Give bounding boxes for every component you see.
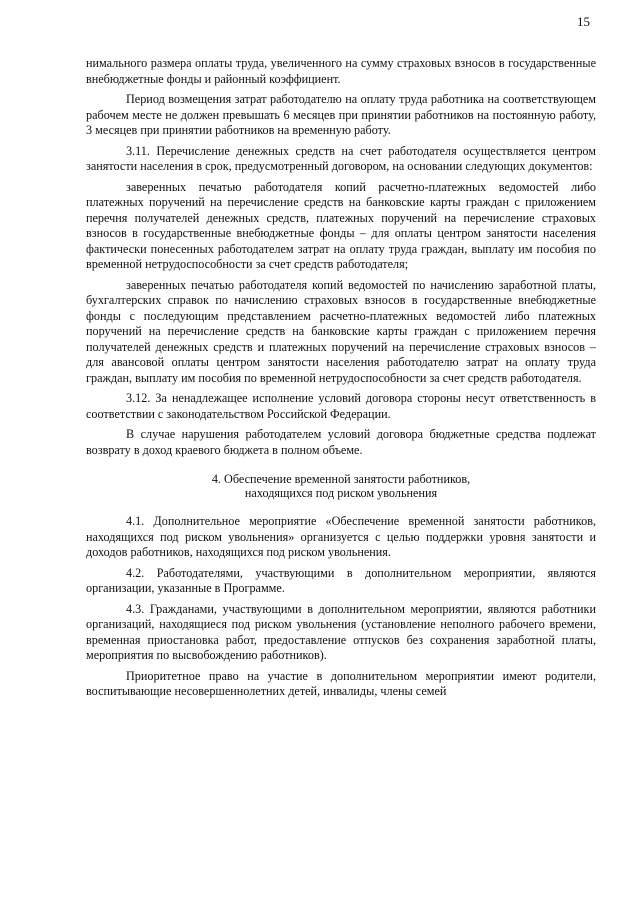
paragraph-documents-item-1: заверенных печатью работодателя копий расчетно-платежных ведомостей либо платежных поручений на перечисление средств на банковские карты граждан с приложением перечня получателей денежных средств, платежных поручений на перечисление страховых взносов в государственные внебюджетные фонды – для оплаты центром занятости населения фактически понесенных работодателем затрат на оплату труда граждан, выплату им пособия по временной нетрудоспособности за счет средств работодателя; [86, 179, 596, 271]
paragraph-priority-right: Приоритетное право на участие в дополнительном мероприятии имеют родители, воспитывающие несовершеннолетних детей, инвалиды, члены семей [86, 668, 596, 698]
page-body [86, 56, 596, 700]
section-4-heading [86, 472, 596, 500]
paragraph-continuation: нимального размера оплаты труда, увеличенного на сумму страховых взносов в государственные внебюджетные фонды и районный коэффициент. [86, 56, 596, 86]
paragraph-4-1: 4.1. Дополнительное мероприятие «Обеспечение временной занятости работников, находящихся под риском увольнения» организуется с целью поддержки уровня занятости и доходов работников, находящихся под риском увольнения. [86, 514, 596, 559]
paragraph-3-12: 3.12. За ненадлежащее исполнение условий договора стороны несут ответственность в соответствии с законодательством Российской Федерации. [86, 391, 596, 421]
paragraph-breach: В случае нарушения работодателем условий договора бюджетные средства подлежат возврату в доход краевого бюджета в полном объеме. [86, 427, 596, 457]
page-number: 15 [577, 14, 590, 29]
section-4-heading-line-2: находящихся под риском увольнения [244, 486, 438, 500]
paragraph-reimbursement-period: Период возмещения затрат работодателю на оплату труда работника на соответствующем рабочем месте не должен превышать 6 месяцев при принятии работников на постоянную работу, 3 месяцев при принятии работников на временную работу. [86, 92, 596, 137]
section-4-heading-line-1: 4. Обеспечение временной занятости работников, [211, 472, 471, 486]
paragraph-4-2: 4.2. Работодателями, участвующими в дополнительном мероприятии, являются организации, указанные в Программе. [86, 565, 596, 595]
paragraph-3-11: 3.11. Перечисление денежных средств на счет работодателя осуществляется центром занятости населения в срок, предусмотренный договором, на основании следующих документов: [86, 143, 596, 173]
paragraph-4-3: 4.3. Гражданами, участвующими в дополнительном мероприятии, являются работники организаций, находящиеся под риском увольнения (установление неполного рабочего времени, временная приостановка работ, предоставление отпусков без сохранения заработной платы, мероприятия по высвобождению работников). [86, 601, 596, 662]
paragraph-documents-item-2: заверенных печатью работодателя копий ведомостей по начислению заработной платы, бухгалтерских справок по начислению страховых взносов в государственные внебюджетные фонды с последующим представлением расчетно-платежных ведомостей либо платежных поручений на перечисление средств на банковские карты граждан с приложением перечня получателей денежных средств и платежных поручений на перечисление страховых взносов – для авансовой оплаты центром занятости населения работодателю затрат на оплату труда граждан, выплату им пособия по временной нетрудоспособности за счет средств работодателя. [86, 277, 596, 385]
